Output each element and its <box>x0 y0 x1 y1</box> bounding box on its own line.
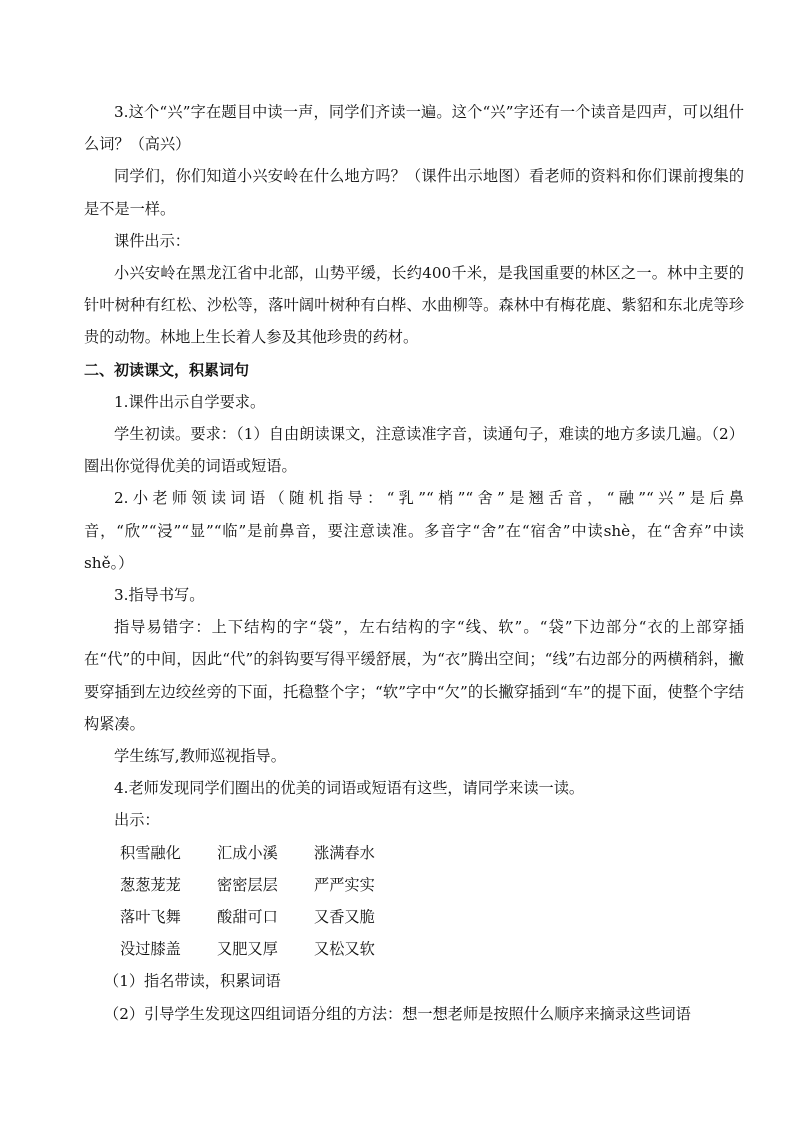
paragraph-practice: 学生练写,教师巡视指导。 <box>114 747 286 766</box>
phrase-cell: 严严实实 <box>314 875 375 894</box>
paragraph-first-reading: 学生初读。要求：（1）自由朗读课文，注意读准字音，读通句子，难读的地方多读几遍。（2）圈出你觉得优美的词语或短语。 <box>84 425 744 476</box>
phrase-row <box>120 901 411 933</box>
lesson-body <box>84 96 744 1030</box>
phrase-cell: 又松又软 <box>314 940 375 959</box>
paragraph-error-prone-chars: 指导易错字：上下结构的字“袋”，左右结构的字“线、软”。“袋”下边部分“衣的上部穿插在“代”的中间，因此“代”的斜钩要写得平缓舒展，为“衣”腾出空间；“线”右边部分的两横稍斜，撇要穿插到左边绞丝旁的下面，托稳整个字；“软”字中“欠”的长撇穿插到“车”的提下面，使整个字结构紧凑。 <box>84 618 744 733</box>
paragraph-courseware-show: 课件出示： <box>114 231 190 250</box>
phrase-cell: 没过膝盖 <box>120 940 181 959</box>
phrase-row <box>120 837 411 869</box>
paragraph-grouping-method: （2）引导学生发现这四组词语分组的方法：想一想老师是按照什么顺序来摘录这些词语 <box>104 1004 691 1023</box>
phrase-cell: 汇成小溪 <box>217 843 278 862</box>
section-heading: 二、初读课文，积累词句 <box>84 360 250 379</box>
phrase-cell: 葱葱茏茏 <box>120 875 181 894</box>
phrase-row <box>120 869 411 901</box>
paragraph-xiaoxinganling-intro: 小兴安岭在黑龙江省中北部，山势平缓，长约400千米，是我国重要的林区之一。林中主要的针叶树种有红松、沙松等，落叶阔叶树种有白桦、水曲柳等。森林中有梅花鹿、紫貂和东北虎等珍贵的动物。林地上生长着人参及其他珍贵的药材。 <box>84 264 744 347</box>
phrase-table <box>120 837 411 966</box>
paragraph-xing-pronunciation: 3.这个“兴”字在题目中读一声，同学们齐读一遍。这个“兴”字还有一个读音是四声，可以组什么词？（高兴） <box>84 103 744 154</box>
phrase-cell: 积雪融化 <box>120 843 181 862</box>
phrase-cell: 又香又脆 <box>314 908 375 927</box>
phrase-cell: 又肥又厚 <box>217 940 278 959</box>
paragraph-location-question: 同学们，你们知道小兴安岭在什么地方吗？（课件出示地图）看老师的资料和你们课前搜集的是不是一样。 <box>84 167 744 218</box>
paragraph-show: 出示： <box>114 811 160 830</box>
phrase-cell: 落叶飞舞 <box>120 908 181 927</box>
paragraph-word-leading: 2.小老师领读词语（随机指导：“乳”“梢”“舍”是翘舌音，“融”“兴”是后鼻音，“欣”“浸”“显”“临”是前鼻音，要注意读准。多音字“舍”在“宿舍”中读shè，在“舍弃”中读shě。） <box>84 489 744 572</box>
phrase-row <box>120 933 411 965</box>
paragraph-self-study: 1.课件出示自学要求。 <box>114 392 266 411</box>
phrase-cell: 密密层层 <box>217 875 278 894</box>
paragraph-writing-guide: 3.指导书写。 <box>114 586 205 605</box>
phrase-cell: 酸甜可口 <box>217 908 278 927</box>
paragraph-phrases-intro: 4.老师发现同学们圈出的优美的词语或短语有这些，请同学来读一读。 <box>114 779 585 798</box>
phrase-cell: 涨满春水 <box>314 843 375 862</box>
paragraph-lead-reading: （1）指名带读，积累词语 <box>104 972 281 991</box>
